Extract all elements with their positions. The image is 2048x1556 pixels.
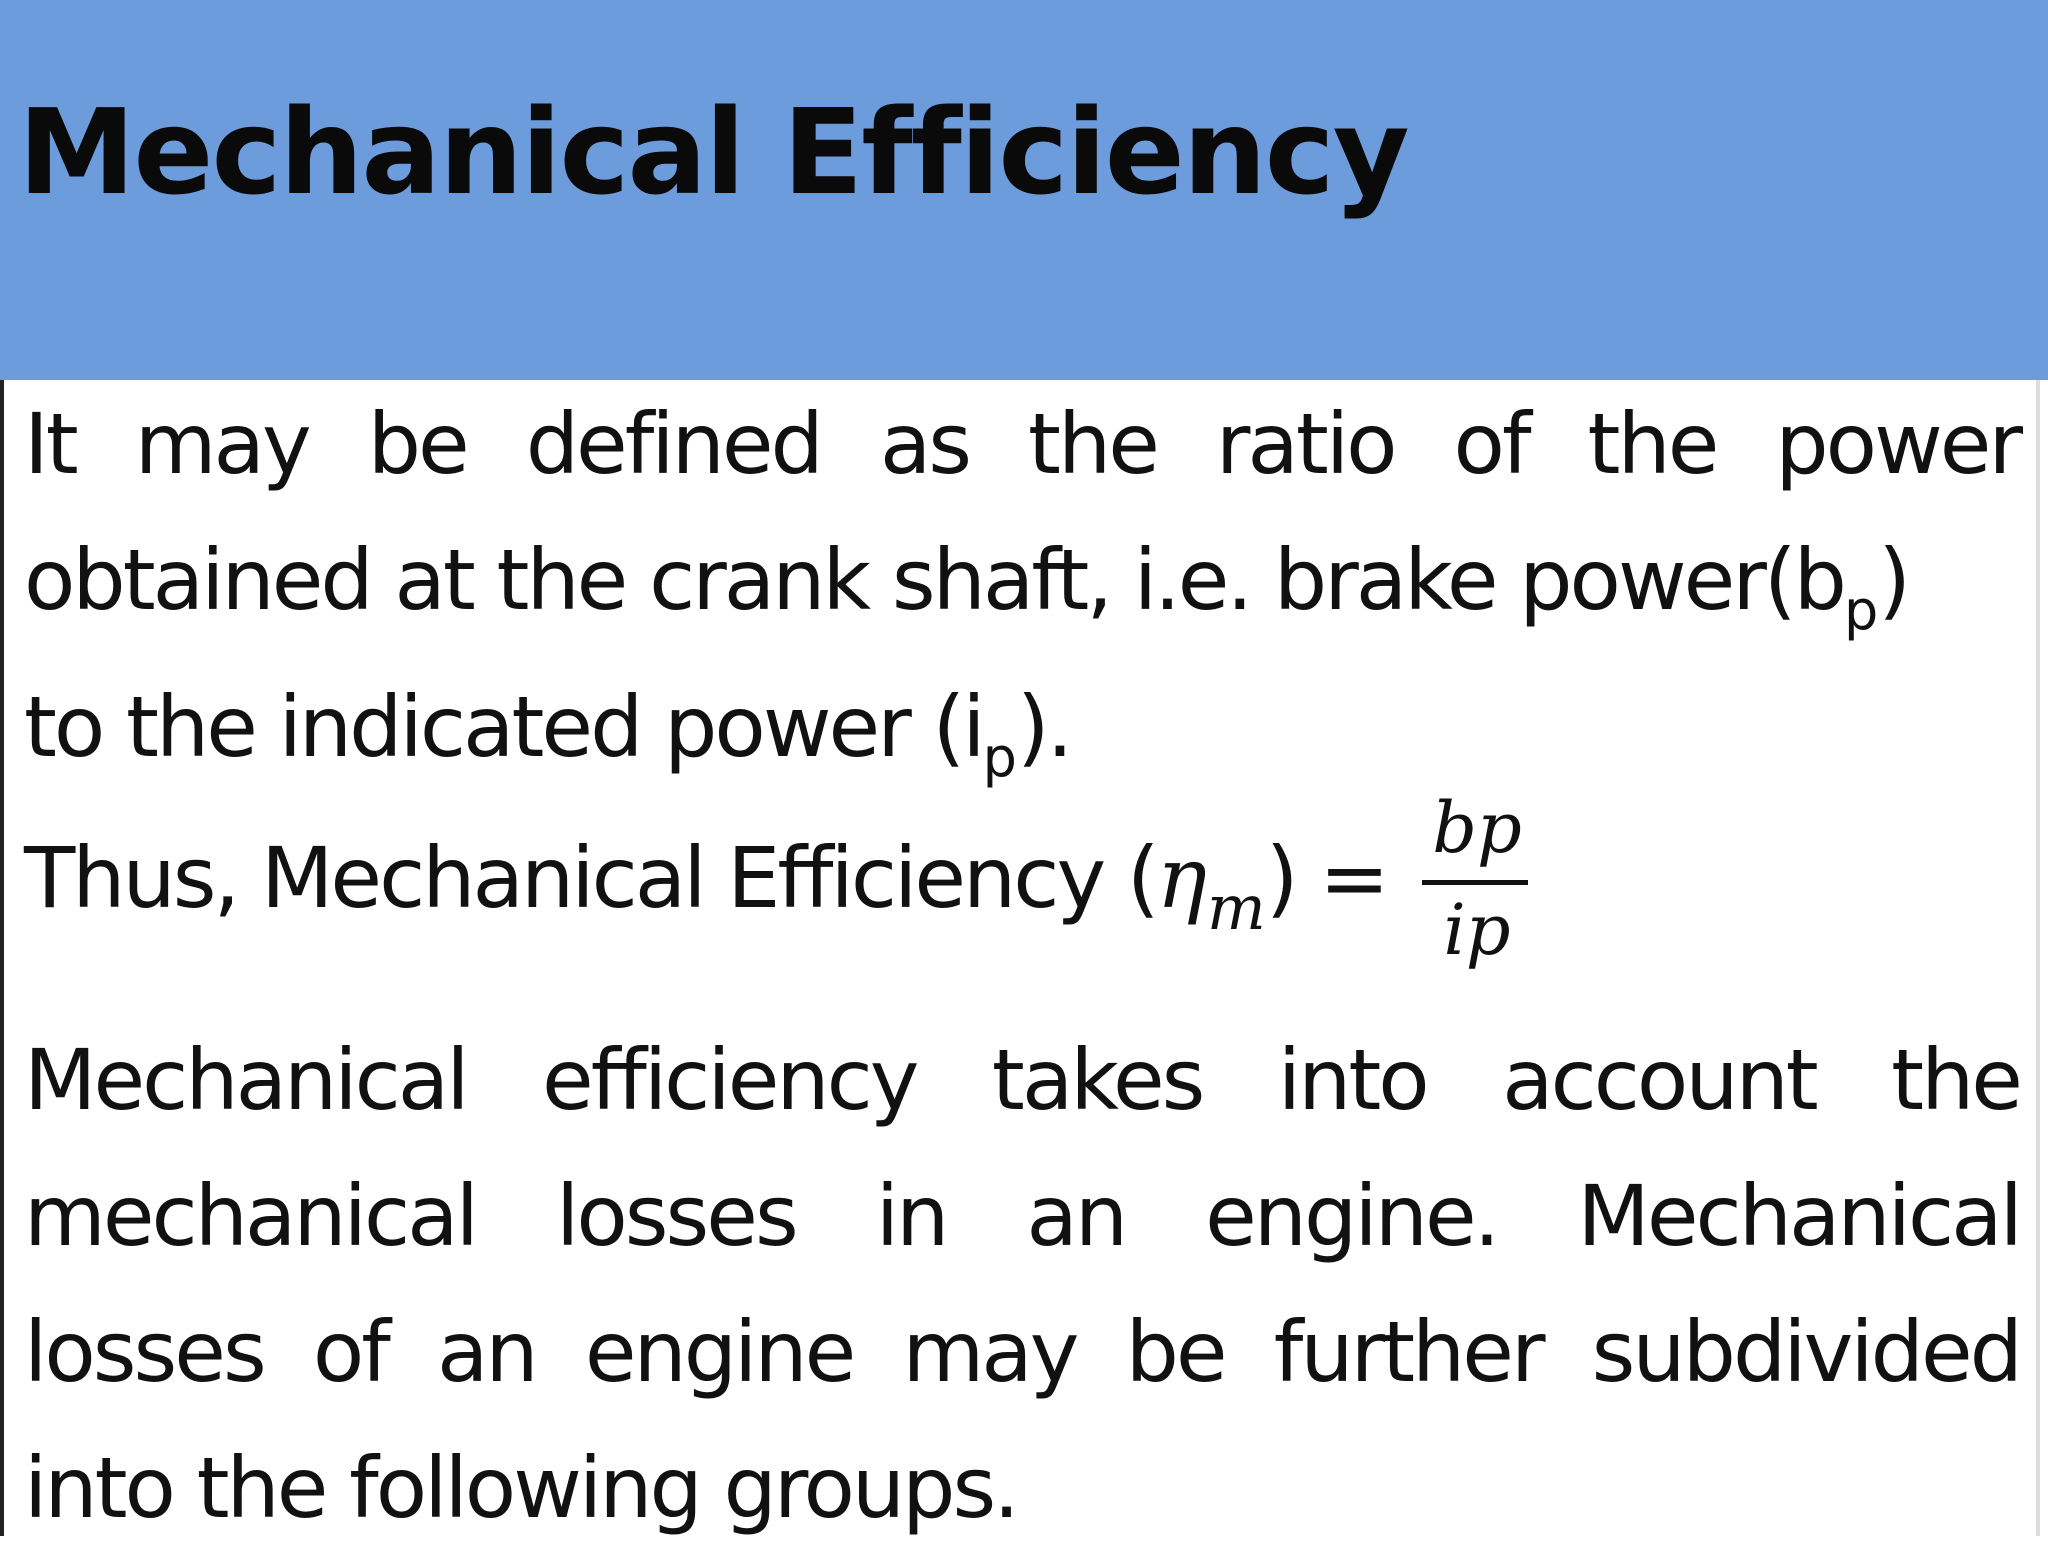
definition-line-3: [24, 659, 2020, 806]
definition-line-1: It may be defined as the ratio of the power: [24, 395, 2020, 493]
losses-line-2: mechanical losses in an engine. Mechanical: [24, 1167, 2020, 1265]
definition-line-2: [24, 512, 2020, 659]
losses-line-3: losses of an engine may be further subdivided: [24, 1303, 2020, 1401]
formula-label: [24, 810, 1387, 954]
fraction-numerator: bp: [1432, 787, 1522, 869]
fraction-bar: [1422, 880, 1528, 885]
definition-paragraph: [24, 376, 2020, 806]
efficiency-fraction: [1418, 788, 1536, 978]
slide-title: Mechanical Efficiency: [18, 83, 1408, 221]
formula-label-text: Thus, Mechanical Efficiency (: [24, 829, 1157, 927]
definition-line-2-close: ): [1878, 531, 1909, 629]
eta-subscript: m: [1206, 871, 1266, 944]
indicated-power-subscript: p: [982, 726, 1017, 789]
losses-line-1: Mechanical efficiency takes into account the: [24, 1031, 2020, 1129]
losses-paragraph: [24, 1012, 2020, 1556]
fraction-denominator: ip: [1443, 889, 1511, 971]
eta-symbol: η: [1156, 829, 1207, 927]
slide-header: [0, 0, 2048, 380]
formula-equals: ) =: [1265, 829, 1387, 927]
definition-line-3-close: ).: [1016, 678, 1071, 776]
brake-power-subscript: p: [1843, 579, 1879, 642]
definition-line-2-text: obtained at the crank shaft, i.e. brake power(b: [24, 531, 1844, 629]
definition-line-3-text: to the indicated power (i: [24, 678, 983, 776]
losses-line-4: into the following groups.: [24, 1439, 1017, 1537]
